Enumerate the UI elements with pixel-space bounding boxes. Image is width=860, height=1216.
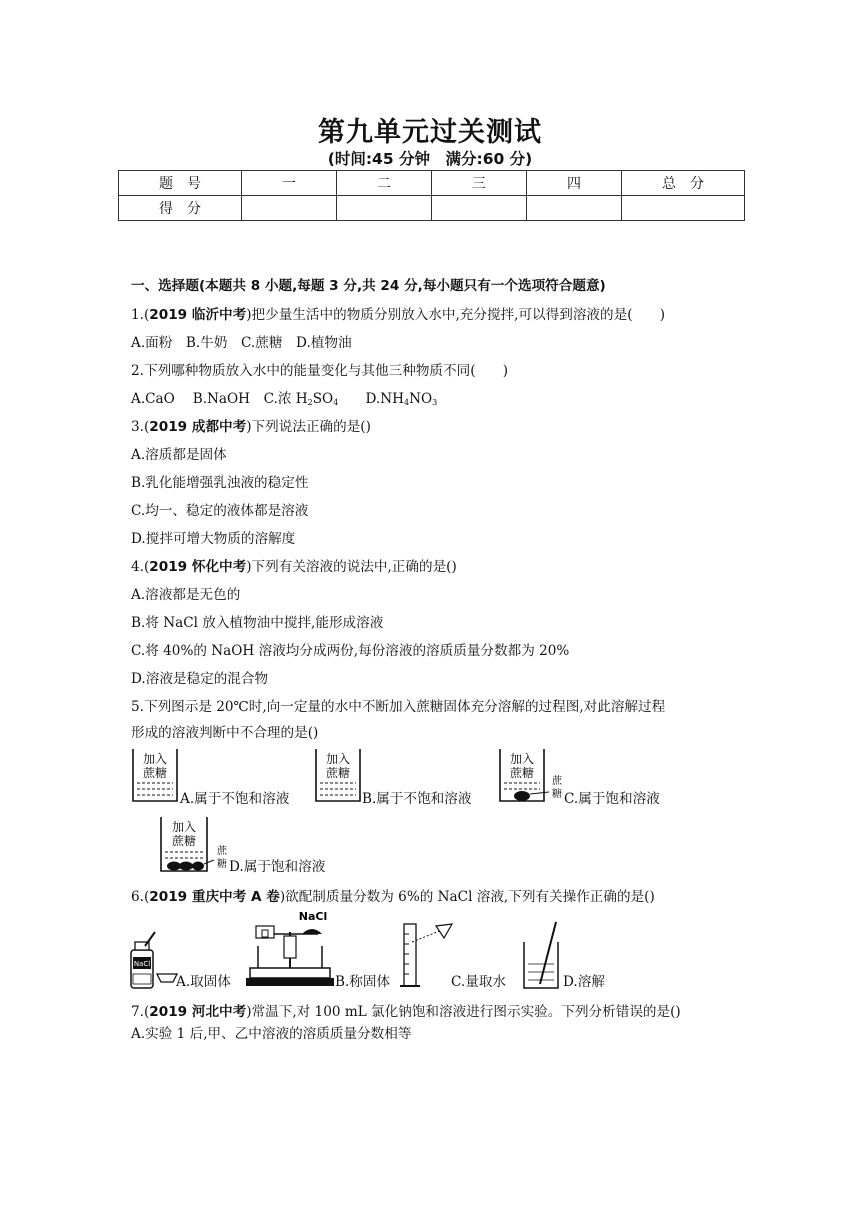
score-input-cell[interactable] xyxy=(337,196,432,221)
question-4-option-a: A.溶液都是无色的 xyxy=(131,587,241,603)
question-source: 2019 成都中考 xyxy=(149,419,247,435)
table-cell: 四 xyxy=(527,171,622,196)
score-table xyxy=(118,170,745,221)
table-cell: 三 xyxy=(432,171,527,196)
graduated-cylinder-figure xyxy=(398,918,456,992)
question-source: 2019 河北中考 xyxy=(149,1004,247,1020)
question-2-options: A.CaO B.NaOH C.浓 $H_2SO_4$ $D.NH_4NO_3$ xyxy=(131,391,438,407)
svg-text:NaCl: NaCl xyxy=(298,910,328,923)
dissolve-beaker-figure xyxy=(520,918,566,992)
svg-text:蔗: 蔗 xyxy=(217,846,227,857)
svg-text:蔗糖: 蔗糖 xyxy=(325,766,351,780)
score-input-cell[interactable] xyxy=(527,196,622,221)
svg-text:加入: 加入 xyxy=(171,820,197,834)
question-source: 2019 临沂中考 xyxy=(149,307,247,323)
page-title: 第九单元过关测试 xyxy=(318,117,542,148)
table-cell: 得 分 xyxy=(119,196,242,221)
beaker-c-figure xyxy=(497,746,565,804)
question-source: 2019 怀化中考 xyxy=(149,559,247,575)
question-1-stem: 1.(2019 临沂中考)把少量生活中的物质分别放入水中,充分搅拌,可以得到溶液的是( ) xyxy=(131,307,666,323)
question-7-option-a: A.实验 1 后,甲、乙中溶液的溶质质量分数相等 xyxy=(131,1026,412,1042)
table-row xyxy=(119,171,745,196)
beaker-a-figure xyxy=(130,746,180,804)
page-subtitle: (时间:45 分钟 满分:60 分) xyxy=(327,150,533,168)
question-6-option-b: B.称固体 xyxy=(335,974,391,990)
svg-text:糖: 糖 xyxy=(552,789,562,800)
question-3-option-d: D.搅拌可增大物质的溶解度 xyxy=(131,531,296,547)
table-cell: 题 号 xyxy=(119,171,242,196)
question-1-options: A.面粉 B.牛奶 C.蔗糖 D.植物油 xyxy=(131,335,352,351)
question-6-option-a: A.取固体 xyxy=(176,974,231,990)
balance-figure xyxy=(244,908,336,990)
question-6-option-c: C.量取水 xyxy=(451,974,507,990)
question-5-option-a: A.属于不饱和溶液 xyxy=(180,791,290,807)
score-input-cell[interactable] xyxy=(242,196,337,221)
svg-text:加入: 加入 xyxy=(325,752,351,766)
question-5-stem-line2: 形成的溶液判断中不合理的是() xyxy=(131,725,319,741)
table-cell: 总 分 xyxy=(622,171,745,196)
beaker-b-figure xyxy=(313,746,363,804)
svg-text:加入: 加入 xyxy=(509,752,535,766)
question-source: 2019 重庆中考 A 卷 xyxy=(149,889,280,905)
score-input-cell[interactable] xyxy=(622,196,745,221)
svg-text:蔗: 蔗 xyxy=(552,776,562,787)
question-5-stem-line1: 5.下列图示是 20℃时,向一定量的水中不断加入蔗糖固体充分溶解的过程图,对此溶解过程 xyxy=(131,699,666,715)
question-4-option-b: B.将 NaCl 放入植物油中搅拌,能形成溶液 xyxy=(131,615,384,631)
question-3-option-c: C.均一、稳定的液体都是溶液 xyxy=(131,503,309,519)
section-heading: 一、选择题(本题共 8 小题,每题 3 分,共 24 分,每小题只有一个选项符合题意) xyxy=(131,278,606,294)
table-cell: 二 xyxy=(337,171,432,196)
question-5-option-c: C.属于饱和溶液 xyxy=(564,791,660,807)
question-6-option-d: D.溶解 xyxy=(563,974,605,990)
question-2-stem: 2.下列哪种物质放入水中的能量变化与其他三种物质不同( ) xyxy=(131,363,509,379)
question-5-option-b: B.属于不饱和溶液 xyxy=(362,791,472,807)
svg-text:糖: 糖 xyxy=(217,859,227,870)
question-6-stem: 6.(2019 重庆中考 A 卷)欲配制质量分数为 6%的 NaCl 溶液,下列有关操作正确的是() xyxy=(131,889,655,905)
svg-text:蔗糖: 蔗糖 xyxy=(509,766,535,780)
svg-text:加入: 加入 xyxy=(142,752,168,766)
question-4-stem: 4.(2019 怀化中考)下列有关溶液的说法中,正确的是() xyxy=(131,559,457,575)
beaker-d-figure xyxy=(158,814,230,874)
score-input-cell[interactable] xyxy=(432,196,527,221)
question-4-option-d: D.溶液是稳定的混合物 xyxy=(131,671,269,687)
question-3-stem: 3.(2019 成都中考)下列说法正确的是() xyxy=(131,419,371,435)
svg-text:蔗糖: 蔗糖 xyxy=(171,834,197,848)
question-5-option-d: D.属于饱和溶液 xyxy=(229,859,326,875)
table-row xyxy=(119,196,745,221)
question-3-option-b: B.乳化能增强乳浊液的稳定性 xyxy=(131,475,309,491)
table-cell: 一 xyxy=(242,171,337,196)
reagent-bottle-figure xyxy=(127,930,179,992)
question-7-stem: 7.(2019 河北中考)常温下,对 100 mL 氯化钠饱和溶液进行图示实验。下列分析错误的是() xyxy=(131,1004,681,1020)
svg-text:蔗糖: 蔗糖 xyxy=(142,766,168,780)
question-4-option-c: C.将 40%的 NaOH 溶液均分成两份,每份溶液的溶质质量分数都为 20% xyxy=(131,643,570,659)
question-3-option-a: A.溶质都是固体 xyxy=(131,447,227,463)
svg-text:NaCl: NaCl xyxy=(133,960,151,968)
